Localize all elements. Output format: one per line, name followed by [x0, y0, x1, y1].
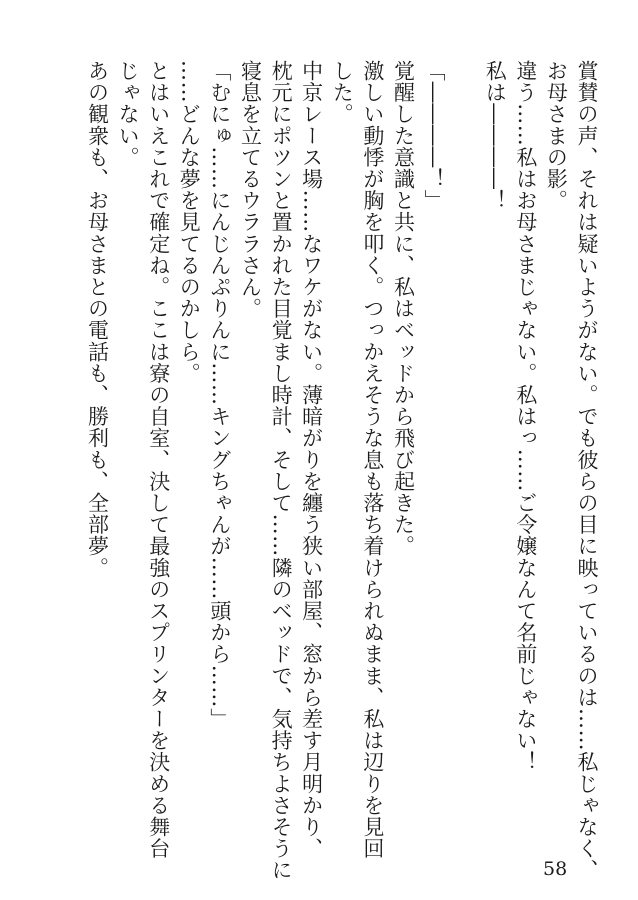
text-line: 賞賛の声、それは疑いようがない。でも彼らの目に映っているのは……私じゃなく、	[575, 60, 599, 881]
text-line: 「――――！」	[422, 60, 447, 212]
text-line: 覚醒した意識と共に、私はベッドから飛び起きた。	[391, 60, 416, 557]
text-line: あの観衆も、お母さまとの電話も、勝利も、全部夢。	[85, 60, 110, 579]
text-line: とはいえこれで確定ね。ここは寮の自室、決して最強のスプリンターを決める舞台	[146, 60, 171, 860]
page-number: 58	[543, 858, 568, 880]
text-line: 私は――――！	[483, 60, 508, 212]
text-line: 違う……私はお母さまじゃない。私はっ……ご令嬢なんて名前じゃない！	[513, 60, 538, 773]
blank-line	[449, 60, 480, 840]
text-line: 中京レース場……なワケがない。薄暗がりを纏う狭い部屋、窓から差す月明かり、	[299, 60, 324, 860]
text-line: 枕元にポツンと置かれた目覚まし時計、そして……隣のベッドで、気持ちよさそうに	[269, 60, 294, 881]
text-line: じゃない。	[116, 60, 141, 168]
text-line: 「むにゅ……にんじんぷりんに……キングちゃんが……頭から……」	[207, 60, 232, 730]
text-line: した。	[330, 60, 355, 125]
text-line: 寝息を立てるウララさん。	[238, 60, 263, 320]
text-line: ……どんな夢を見てるのかしら。	[177, 60, 202, 384]
text-line: 激しい動悸が胸を叩く。つっかえそうな息も落ち着けられぬまま、私は辺りを見回	[360, 60, 385, 860]
text-line: お母さまの影。	[544, 60, 569, 212]
